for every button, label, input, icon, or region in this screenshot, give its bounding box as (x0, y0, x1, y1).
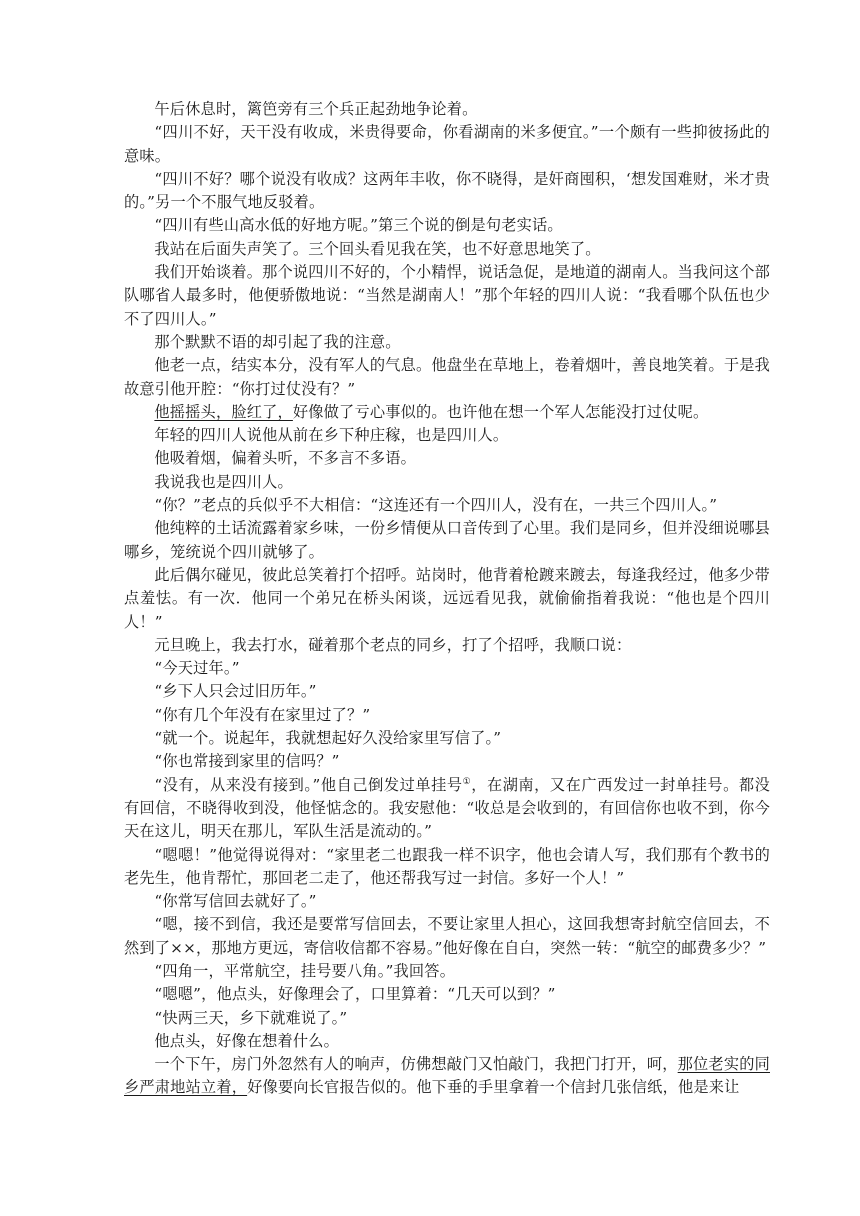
paragraph: “你有几个年没有在家里过了？” (154, 705, 371, 724)
paragraph: “嗯，接不到信，我还是要常写信回去，不要让家里人担心，这回我想寄封航空信回去，不然到了××，那地方更远，寄信收信都不容易。”他好像在自白，突然一转：“航空的邮费多少？” (124, 915, 770, 957)
paragraph: 他点头，好像在想着什么。 (154, 1031, 340, 1050)
paragraph: “没有，从来没有接到。”他自己倒发过单挂号①，在湖南，又在广西发过一封单挂号。都没有回信，不晓得收到没，他怪惦念的。我安慰他：“收总是会收到的，有回信你也收不到，你今天在这儿，明天在那儿，军队生活是流动的。” (124, 775, 770, 841)
paragraph: 此后偶尔碰见，彼此总笑着打个招呼。站岗时，他背着枪踱来踱去，每逢我经过，他多少带点羞怯。有一次．他同一个弟兄在桥头闲谈，远远看见我，就偷偷指着我说：“他也是个四川人！” (124, 565, 770, 631)
document-body (124, 98, 770, 1100)
paragraph: 我站在后面失声笑了。三个回头看见我在笑，也不好意思地笑了。 (154, 239, 601, 258)
paragraph: 他老一点，结实本分，没有军人的气息。他盘坐在草地上，卷着烟叶，善良地笑着。于是我故意引他开腔：“你打过仗没有？” (124, 356, 770, 398)
paragraph: “四角一，平常航空，挂号要八角。”我回答。 (154, 961, 456, 980)
underlined-phrase: 他摇摇头，脸红了， (154, 402, 293, 421)
paragraph: “你？”老点的兵似乎不大相信：“这连还有一个四川人，没有在，一共三个四川人。” (154, 496, 718, 515)
paragraph: 他摇摇头，脸红了，好像做了亏心事似的。也许他在想一个军人怎能没打过仗呢。 (154, 402, 709, 421)
paragraph: 一个下午，房门外忽然有人的响声，仿佛想敲门又怕敲门，我把门打开，呵，那位老实的同乡严肃地站立着，好像要向长官报告似的。他下垂的手里拿着一个信封几张信纸，他是来让 (124, 1055, 770, 1097)
paragraph: “乡下人只会过旧历年。” (154, 682, 317, 701)
paragraph: 他吸着烟，偏着头听，不多言不多语。 (154, 449, 416, 468)
paragraph: 元旦晚上，我去打水，碰着那个老点的同乡，打了个招呼，我顺口说： (154, 635, 632, 654)
paragraph: 那个默默不语的却引起了我的注意。 (154, 332, 401, 351)
paragraph: “嗯嗯！”他觉得说得对：“家里老二也跟我一样不识字，他也会请人写，我们那有个教书的老先生，他肯帮忙，那回老二走了，他还帮我写过一封信。多好一个人！” (124, 845, 770, 887)
paragraph: “就一个。说起年，我就想起好久没给家里写信了。” (154, 729, 502, 748)
underlined-phrase: 那位老实的同乡严肃地站立着， (124, 1055, 770, 1097)
paragraph: “你常写信回去就好了。” (154, 892, 317, 911)
paragraph: 他纯粹的土话流露着家乡味，一份乡情便从口音传到了心里。我们是同乡，但并没细说哪县哪乡，笼统说个四川就够了。 (124, 519, 770, 561)
paragraph: “四川不好，天干没有收成，米贵得要命，你看湖南的米多便宜。”一个颇有一些抑彼扬此的意味。 (124, 123, 770, 165)
paragraph: “嗯嗯”，他点头，好像理会了，口里算着：“几天可以到？” (154, 985, 556, 1004)
paragraph: “你也常接到家里的信吗？” (154, 752, 340, 771)
paragraph: “快两三天，乡下就难说了。” (154, 1008, 348, 1027)
footnote-marker: ① (462, 776, 472, 787)
paragraph: 午后休息时，篱笆旁有三个兵正起劲地争论着。 (154, 100, 478, 118)
paragraph: 我们开始谈着。那个说四川不好的，个小精悍，说话急促，是地道的湖南人。当我问这个部队哪省人最多时，他便骄傲地说：“当然是湖南人！”那个年轻的四川人说：“我看哪个队伍也少不了四川人。” (124, 263, 770, 328)
paragraph: “今天过年。” (154, 659, 240, 678)
paragraph: “四川有些山高水低的好地方呢。”第三个说的倒是句老实话。 (154, 216, 563, 235)
paragraph: “四川不好？哪个说没有收成？这两年丰收，你不晓得，是奸商囤积，‘想发国难财，米才贵的。”另一个不服气地反驳着。 (124, 169, 770, 212)
paragraph: 我说我也是四川人。 (154, 472, 293, 491)
paragraph: 年轻的四川人说他从前在乡下种庄稼，也是四川人。 (154, 426, 509, 445)
